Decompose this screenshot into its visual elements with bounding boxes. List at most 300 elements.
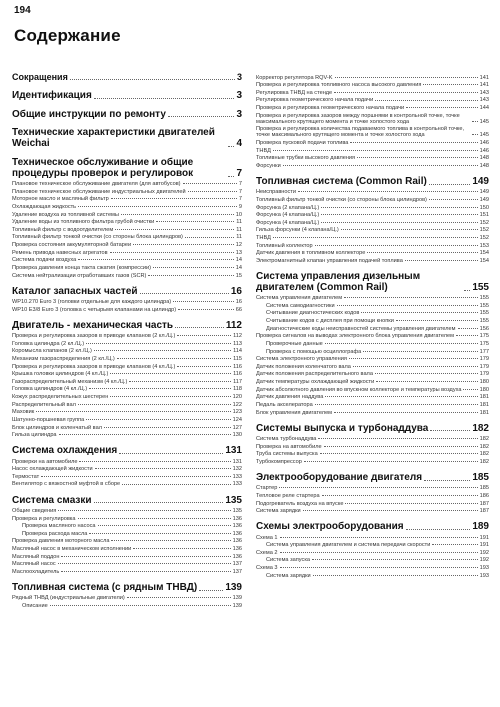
toc-entry-title: Коромысла клапанов (2 кл./Ц.) bbox=[12, 348, 92, 355]
toc-entry-page: 149 bbox=[472, 175, 489, 187]
toc-entry-title: Электрооборудование двигателя bbox=[256, 471, 423, 483]
toc-entry bbox=[12, 250, 242, 256]
dot-leader bbox=[361, 312, 477, 313]
dot-leader bbox=[121, 214, 234, 215]
dot-leader bbox=[464, 290, 470, 291]
toc-entry-page: 4 bbox=[236, 138, 242, 150]
toc-entry-title: Система запуска bbox=[266, 557, 310, 564]
toc-entry-title: Схемы электрооборудования bbox=[256, 521, 404, 533]
toc-entry-title: Система охлаждения bbox=[12, 445, 118, 457]
dot-leader bbox=[273, 150, 478, 151]
toc-entry bbox=[256, 155, 489, 161]
toc-entry bbox=[256, 535, 489, 541]
toc-entry-title: Техническое обслуживание и общие процедуры проверок и регулировок bbox=[12, 156, 194, 179]
dot-leader bbox=[177, 366, 231, 367]
toc-entry-page: 155 bbox=[472, 281, 489, 293]
toc-entry bbox=[12, 538, 242, 544]
dot-leader bbox=[173, 301, 234, 302]
toc-entry-title: Каталог запасных частей bbox=[12, 285, 138, 297]
toc-entry-title: Топливный фильтр тонкой очистки (со стороны блока цилиндров) bbox=[12, 234, 183, 241]
toc-entry bbox=[12, 394, 242, 400]
dot-leader bbox=[119, 453, 223, 454]
toc-entry-page: 114 bbox=[233, 348, 242, 355]
dot-leader bbox=[303, 510, 478, 511]
toc-entry-page: 149 bbox=[479, 189, 489, 196]
toc-entry bbox=[256, 557, 489, 563]
dot-leader bbox=[78, 518, 231, 519]
dot-leader bbox=[321, 222, 477, 223]
toc-entry-title: Топливный фильтр тонкой очистки (со стороны блока цилиндров) bbox=[256, 196, 427, 203]
dot-leader bbox=[115, 229, 234, 230]
toc-entry bbox=[12, 204, 242, 210]
toc-entry-page: 136 bbox=[232, 523, 242, 530]
toc-entry-title: Форсунка (4 клапана/Ц.) bbox=[256, 212, 320, 219]
toc-entry-page: 189 bbox=[472, 521, 489, 533]
dot-leader bbox=[315, 245, 478, 246]
toc-entry-page: 177 bbox=[479, 348, 489, 355]
toc-entry-page: 146 bbox=[479, 140, 489, 147]
toc-entry-page: 13 bbox=[235, 249, 242, 256]
toc-section bbox=[12, 583, 242, 594]
toc-entry-page: 180 bbox=[479, 379, 489, 386]
dot-leader bbox=[463, 389, 477, 390]
toc-entry-title: Блок цилиндров и коленчатый вал bbox=[12, 424, 102, 431]
dot-leader bbox=[321, 207, 477, 208]
dot-leader bbox=[95, 468, 231, 469]
toc-entry-title: Проверка сигналов на выводах электронного блока управления двигателем bbox=[256, 333, 454, 340]
toc-entry bbox=[256, 189, 489, 195]
toc-entry-title: Общие инструкции по ремонту bbox=[12, 108, 166, 120]
toc-left-column bbox=[12, 73, 242, 609]
toc-entry-page: 155 bbox=[479, 318, 489, 325]
toc-entry-page: 156 bbox=[479, 325, 489, 332]
dot-leader bbox=[178, 309, 234, 310]
toc-entry bbox=[256, 303, 489, 309]
dot-leader bbox=[50, 605, 231, 606]
dot-leader bbox=[280, 552, 478, 553]
toc-entry-title: Топливный коллектор bbox=[256, 242, 313, 249]
toc-entry-title: Головка цилиндра (2 кл./Ц.) bbox=[12, 340, 85, 347]
toc-entry-title: Крышка головки цилиндров (4 кл./Ц.) bbox=[12, 371, 109, 378]
toc-entry-title: Форсунка (2 клапана/Ц.) bbox=[256, 204, 320, 211]
toc-section bbox=[12, 496, 242, 507]
toc-entry-page: 175 bbox=[479, 333, 489, 340]
toc-entry bbox=[12, 603, 242, 609]
toc-entry-page: 118 bbox=[233, 386, 242, 393]
toc-entry-title: Общие сведения bbox=[12, 507, 57, 514]
toc-entry-page: 123 bbox=[232, 409, 242, 416]
toc-entry-page: 139 bbox=[232, 595, 242, 602]
dot-leader bbox=[325, 396, 477, 397]
dot-leader bbox=[406, 107, 478, 108]
toc-entry-title: Термостат bbox=[12, 473, 40, 480]
toc-entry-page: 112 bbox=[225, 319, 242, 331]
toc-entry bbox=[12, 561, 242, 567]
toc-entry-page: 145 bbox=[479, 132, 489, 139]
toc-entry-title: Датчик положения коленчатого вала bbox=[256, 363, 351, 370]
toc-entry-page: 116 bbox=[233, 363, 242, 370]
toc-entry-page: 11 bbox=[236, 234, 242, 241]
dot-leader bbox=[133, 548, 230, 549]
toc-entry-page: 136 bbox=[232, 546, 242, 553]
toc-entry-title: Вентилятор с вязкостной муфтой в сборе bbox=[12, 481, 121, 488]
toc-entry bbox=[12, 554, 242, 560]
toc-entry bbox=[256, 250, 489, 256]
toc-entry-title: Проверка на автомобиле bbox=[256, 443, 322, 450]
dot-leader bbox=[280, 567, 478, 568]
toc-entry bbox=[256, 371, 489, 377]
toc-entry-title: Датчик абсолютного давления во впускном коллекторе и температуры воздуха bbox=[256, 386, 462, 393]
toc-entry-page: 182 bbox=[479, 458, 489, 465]
toc-entry bbox=[256, 82, 489, 88]
toc-entry-title: Система самодиагностики bbox=[266, 302, 335, 309]
toc-entry-title: Механизм газораспределения (2 кл./Ц.) bbox=[12, 355, 115, 362]
toc-entry-page: 193 bbox=[479, 565, 489, 572]
dot-leader bbox=[58, 563, 231, 564]
toc-entry bbox=[12, 523, 242, 529]
dot-leader bbox=[199, 590, 223, 591]
dot-leader bbox=[98, 525, 231, 526]
dot-leader bbox=[312, 559, 478, 560]
toc-entry bbox=[12, 402, 242, 408]
dot-leader bbox=[228, 176, 234, 177]
dot-leader bbox=[429, 184, 471, 185]
toc-entry-title: Масляный насос в механическом исполнении bbox=[12, 546, 132, 553]
dot-leader bbox=[110, 396, 230, 397]
toc-entry-page: 112 bbox=[233, 333, 242, 340]
toc-entry-page: 192 bbox=[479, 557, 489, 564]
toc-entry-title: Форсунка (4 клапана/Ц.) bbox=[256, 219, 320, 226]
toc-entry-page: 3 bbox=[236, 72, 242, 82]
dot-leader bbox=[78, 259, 234, 260]
toc-entry-title: Удаление воды из топливного фильтра грубой очистки bbox=[12, 219, 155, 226]
dot-leader bbox=[367, 252, 477, 253]
toc-entry bbox=[12, 595, 242, 601]
dot-leader bbox=[104, 427, 231, 428]
toc-entry bbox=[12, 474, 242, 480]
toc-entry-page: 12 bbox=[235, 242, 242, 249]
toc-section bbox=[12, 158, 242, 180]
toc-entry bbox=[12, 219, 242, 225]
toc-entry-title: Считывание кодов с дисплея при помощи кнопки bbox=[266, 318, 394, 325]
toc-entry-title: Идентификация bbox=[12, 89, 92, 101]
toc-entry bbox=[256, 379, 489, 385]
toc-entry bbox=[256, 402, 489, 408]
toc-entry bbox=[256, 444, 489, 450]
toc-entry-page: 145 bbox=[479, 118, 489, 125]
dot-leader bbox=[110, 252, 234, 253]
toc-entry bbox=[256, 197, 489, 203]
toc-entry-page: 141 bbox=[479, 82, 489, 89]
toc-entry bbox=[12, 348, 242, 354]
dot-leader bbox=[36, 411, 230, 412]
toc-section bbox=[12, 321, 242, 332]
dot-leader bbox=[320, 453, 478, 454]
toc-section bbox=[12, 128, 242, 150]
toc-entry-title: Подогреватель воздуха на впуске bbox=[256, 500, 344, 507]
dot-leader bbox=[458, 328, 478, 329]
toc-entry bbox=[12, 333, 242, 339]
toc-entry-page: 66 bbox=[235, 306, 242, 313]
toc-entry-title: Система смазки bbox=[12, 494, 92, 506]
toc-entry-page: 131 bbox=[225, 445, 242, 457]
toc-entry-page: 116 bbox=[233, 371, 242, 378]
toc-entry-page: 180 bbox=[479, 386, 489, 393]
dot-leader bbox=[349, 358, 478, 359]
toc-entry bbox=[12, 466, 242, 472]
toc-section bbox=[12, 91, 242, 102]
toc-entry-title: Проверка пусковой подачи топлива bbox=[256, 140, 349, 147]
toc-entry-page: 137 bbox=[232, 561, 242, 568]
toc-entry-page: 192 bbox=[479, 549, 489, 556]
dot-leader bbox=[148, 275, 233, 276]
dot-leader bbox=[41, 476, 231, 477]
toc-entry-page: 3 bbox=[236, 89, 242, 101]
toc-entry-title: Проверка и регулировка зазоров в приводе клапанов (2 кл./Ц.) bbox=[12, 333, 176, 340]
toc-entry bbox=[256, 243, 489, 249]
toc-entry-title: Диагностические коды неисправностей системы управления двигателем bbox=[266, 325, 456, 332]
toc-entry-page: 131 bbox=[232, 458, 242, 465]
toc-entry bbox=[256, 212, 489, 218]
toc-entry-title: Двигатель - механическая часть bbox=[12, 319, 174, 331]
toc-entry bbox=[256, 451, 489, 457]
toc-entry-title: Проверка состояния аккумуляторной батареи bbox=[12, 242, 132, 249]
toc-entry bbox=[256, 227, 489, 233]
dot-leader bbox=[61, 556, 230, 557]
toc-entry-title: Проверка расхода масла bbox=[22, 530, 88, 537]
toc-entry-title: Проверка и регулировка топливного насоса высокого давления bbox=[256, 82, 422, 89]
toc-entry bbox=[256, 126, 489, 138]
dot-leader bbox=[183, 183, 237, 184]
toc-entry bbox=[256, 220, 489, 226]
toc-entry-page: 133 bbox=[232, 481, 242, 488]
dot-leader bbox=[341, 229, 478, 230]
toc-entry bbox=[12, 481, 242, 487]
dot-leader bbox=[70, 79, 235, 80]
toc-entry-page: 137 bbox=[232, 568, 242, 575]
toc-entry bbox=[256, 318, 489, 324]
toc-entry bbox=[256, 326, 489, 332]
dot-leader bbox=[86, 343, 231, 344]
toc-entry-title: Электромагнитный клапан управления подачей топлива bbox=[256, 257, 403, 264]
toc-entry-title: Турбокомпрессор bbox=[256, 458, 302, 465]
toc-entry-title: Маслоохладитель bbox=[12, 568, 60, 575]
toc-entry bbox=[256, 75, 489, 81]
toc-entry-title: Шатунно-поршневая группа bbox=[12, 416, 85, 423]
toc-entry-page: 144 bbox=[479, 105, 489, 112]
toc-entry-page: 191 bbox=[479, 542, 489, 549]
toc-entry-page: 182 bbox=[479, 451, 489, 458]
toc-entry-page: 152 bbox=[479, 219, 489, 226]
toc-entry-page: 113 bbox=[233, 340, 242, 347]
toc-entry bbox=[256, 501, 489, 507]
dot-leader bbox=[429, 199, 478, 200]
toc-entry-title: Проверка и регулировка зазоров в приводе клапанов (4 кл./Ц.) bbox=[12, 363, 176, 370]
toc-section bbox=[12, 446, 242, 457]
dot-leader bbox=[376, 381, 477, 382]
dot-leader bbox=[273, 237, 478, 238]
toc-entry bbox=[256, 459, 489, 465]
toc-entry-page: 7 bbox=[236, 167, 242, 179]
dot-leader bbox=[396, 320, 478, 321]
toc-entry-title: Проверки на автомобиле bbox=[12, 458, 78, 465]
toc-entry-page: 182 bbox=[472, 422, 489, 434]
toc-entry-title: Технические характеристики двигателей Weichai bbox=[12, 127, 215, 150]
toc-entry-title: Система турбонаддува bbox=[256, 435, 317, 442]
toc-entry-page: 3 bbox=[236, 108, 242, 120]
dot-leader bbox=[325, 343, 478, 344]
dot-leader bbox=[357, 157, 478, 158]
toc-entry bbox=[256, 97, 489, 103]
toc-entry bbox=[256, 163, 489, 169]
dot-leader bbox=[304, 461, 478, 462]
toc-section bbox=[256, 522, 489, 533]
toc-entry-page: 193 bbox=[479, 572, 489, 579]
toc-entry-page: 152 bbox=[479, 227, 489, 234]
toc-entry-title: Насос охлаждающей жидкости bbox=[12, 466, 93, 473]
toc-entry bbox=[256, 573, 489, 579]
toc-entry-page: 117 bbox=[233, 378, 242, 385]
dot-leader bbox=[188, 191, 237, 192]
toc-entry-title: Плановое техническое обслуживание индустриальных двигателей bbox=[12, 188, 186, 195]
toc-entry bbox=[12, 341, 242, 347]
toc-entry bbox=[256, 550, 489, 556]
toc-entry-title: Моторное масло и масляный фильтр bbox=[12, 196, 109, 203]
toc-entry-title: Регулировка ТНВД на стенде bbox=[256, 89, 333, 96]
toc-entry bbox=[12, 546, 242, 552]
toc-entry bbox=[12, 516, 242, 522]
toc-entry bbox=[12, 273, 242, 279]
dot-leader bbox=[424, 480, 470, 481]
toc-entry bbox=[256, 258, 489, 264]
toc-entry-page: 155 bbox=[479, 310, 489, 317]
toc-entry bbox=[256, 113, 489, 125]
toc-entry bbox=[12, 227, 242, 233]
toc-entry bbox=[12, 242, 242, 248]
toc-entry-page: 7 bbox=[238, 188, 242, 195]
toc-entry bbox=[256, 394, 489, 400]
dot-leader bbox=[79, 461, 230, 462]
toc-entry-page: 14 bbox=[235, 257, 242, 264]
toc-entry-title: Схема 2 bbox=[256, 549, 278, 556]
toc-entry-title: Схема 1 bbox=[256, 534, 278, 541]
toc-entry-title: Проверка и регулировка зазоров между поршнями в контрольной точке, точке максимального крутящего момента и точке холостого хода bbox=[256, 112, 460, 125]
toc-entry-page: 14 bbox=[235, 264, 242, 271]
toc-entry-page: 149 bbox=[479, 196, 489, 203]
toc-entry-title: Топливная система (Common Rail) bbox=[256, 175, 427, 187]
toc-entry-title: Проверка давления моторного масла bbox=[12, 538, 110, 545]
toc-entry bbox=[256, 493, 489, 499]
toc-entry bbox=[12, 425, 242, 431]
toc-entry-title: Стартер bbox=[256, 485, 278, 492]
toc-entry-title: Система нейтрализации отработавших газов (SCR) bbox=[12, 272, 147, 279]
dot-leader bbox=[61, 571, 230, 572]
toc-entry-title: Датчик положения распределительного вала bbox=[256, 371, 373, 378]
dot-leader bbox=[283, 165, 478, 166]
dot-leader bbox=[111, 198, 237, 199]
toc-entry-title: Проверка и регулировка геометрического начала подачи bbox=[256, 105, 405, 112]
dot-leader bbox=[280, 537, 478, 538]
toc-entry-title: Неисправности bbox=[256, 189, 296, 196]
toc-entry-title: Рядный ТНВД (индустриальные двигатели) bbox=[12, 595, 125, 602]
toc-right-column bbox=[256, 73, 489, 579]
toc-section bbox=[256, 473, 489, 484]
toc-entry-page: 136 bbox=[232, 553, 242, 560]
toc-entry bbox=[12, 257, 242, 263]
toc-entry bbox=[256, 349, 489, 355]
toc-entry-page: 185 bbox=[472, 471, 489, 483]
toc-entry-page: 152 bbox=[479, 235, 489, 242]
toc-entry-page: 136 bbox=[232, 530, 242, 537]
dot-leader bbox=[321, 214, 477, 215]
dot-leader bbox=[337, 305, 478, 306]
toc-entry-page: 16 bbox=[230, 285, 242, 297]
toc-entry-title: Педаль акселератора bbox=[256, 401, 313, 408]
dot-leader bbox=[117, 358, 231, 359]
toc-entry bbox=[256, 140, 489, 146]
toc-entry bbox=[256, 341, 489, 347]
dot-leader bbox=[423, 84, 477, 85]
dot-leader bbox=[94, 98, 235, 99]
toc-entry-page: 7 bbox=[238, 196, 242, 203]
dot-leader bbox=[78, 404, 231, 405]
toc-entry-page: 122 bbox=[232, 401, 242, 408]
toc-entry-page: 154 bbox=[479, 250, 489, 257]
toc-entry-page: 155 bbox=[479, 295, 489, 302]
toc-entry bbox=[12, 212, 242, 218]
toc-entry bbox=[12, 432, 242, 438]
toc-entry-title: Гильза форсунки (4 клапана/Ц.) bbox=[256, 227, 339, 234]
page-title: Содержание bbox=[14, 26, 121, 45]
toc-entry-title: Масляный поддон bbox=[12, 553, 60, 560]
toc-entry bbox=[12, 417, 242, 423]
toc-entry-page: 136 bbox=[232, 538, 242, 545]
toc-entry bbox=[256, 310, 489, 316]
toc-entry bbox=[256, 436, 489, 442]
toc-entry-page: 181 bbox=[479, 401, 489, 408]
dot-leader bbox=[153, 267, 234, 268]
toc-entry-title: Датчик температуры охлаждающей жидкости bbox=[256, 379, 375, 386]
toc-entry-page: 153 bbox=[479, 242, 489, 249]
toc-entry-page: 181 bbox=[479, 409, 489, 416]
dot-leader bbox=[89, 388, 231, 389]
toc-entry-title: Система управления двигателем bbox=[256, 295, 343, 302]
toc-entry-title: Распределительный вал bbox=[12, 401, 76, 408]
toc-entry bbox=[256, 333, 489, 339]
dot-leader bbox=[406, 529, 471, 530]
toc-entry-page: 132 bbox=[232, 466, 242, 473]
dot-leader bbox=[344, 297, 478, 298]
toc-entry-page: 9 bbox=[238, 203, 242, 210]
toc-entry-page: 11 bbox=[236, 219, 242, 226]
toc-entry-title: Системы выпуска и турбонаддува bbox=[256, 422, 429, 434]
toc-entry bbox=[12, 189, 242, 195]
dot-leader bbox=[405, 260, 478, 261]
toc-entry-title: Система управления дизельным двигателем (Common Rail) bbox=[256, 270, 421, 293]
toc-entry-page: 139 bbox=[225, 581, 242, 593]
dot-leader bbox=[185, 237, 234, 238]
dot-leader bbox=[127, 597, 231, 598]
toc-entry-title: Тепловое реле стартера bbox=[256, 492, 320, 499]
toc-entry-title: Топливные трубки высокого давления bbox=[256, 155, 356, 162]
page-number: 194 bbox=[14, 5, 31, 16]
toc-entry-page: 182 bbox=[479, 435, 489, 442]
dot-leader bbox=[322, 495, 478, 496]
toc-entry-title: Маховик bbox=[12, 409, 35, 416]
toc-entry-page: 11 bbox=[236, 226, 242, 233]
dot-leader bbox=[313, 575, 478, 576]
toc-section bbox=[256, 177, 489, 188]
